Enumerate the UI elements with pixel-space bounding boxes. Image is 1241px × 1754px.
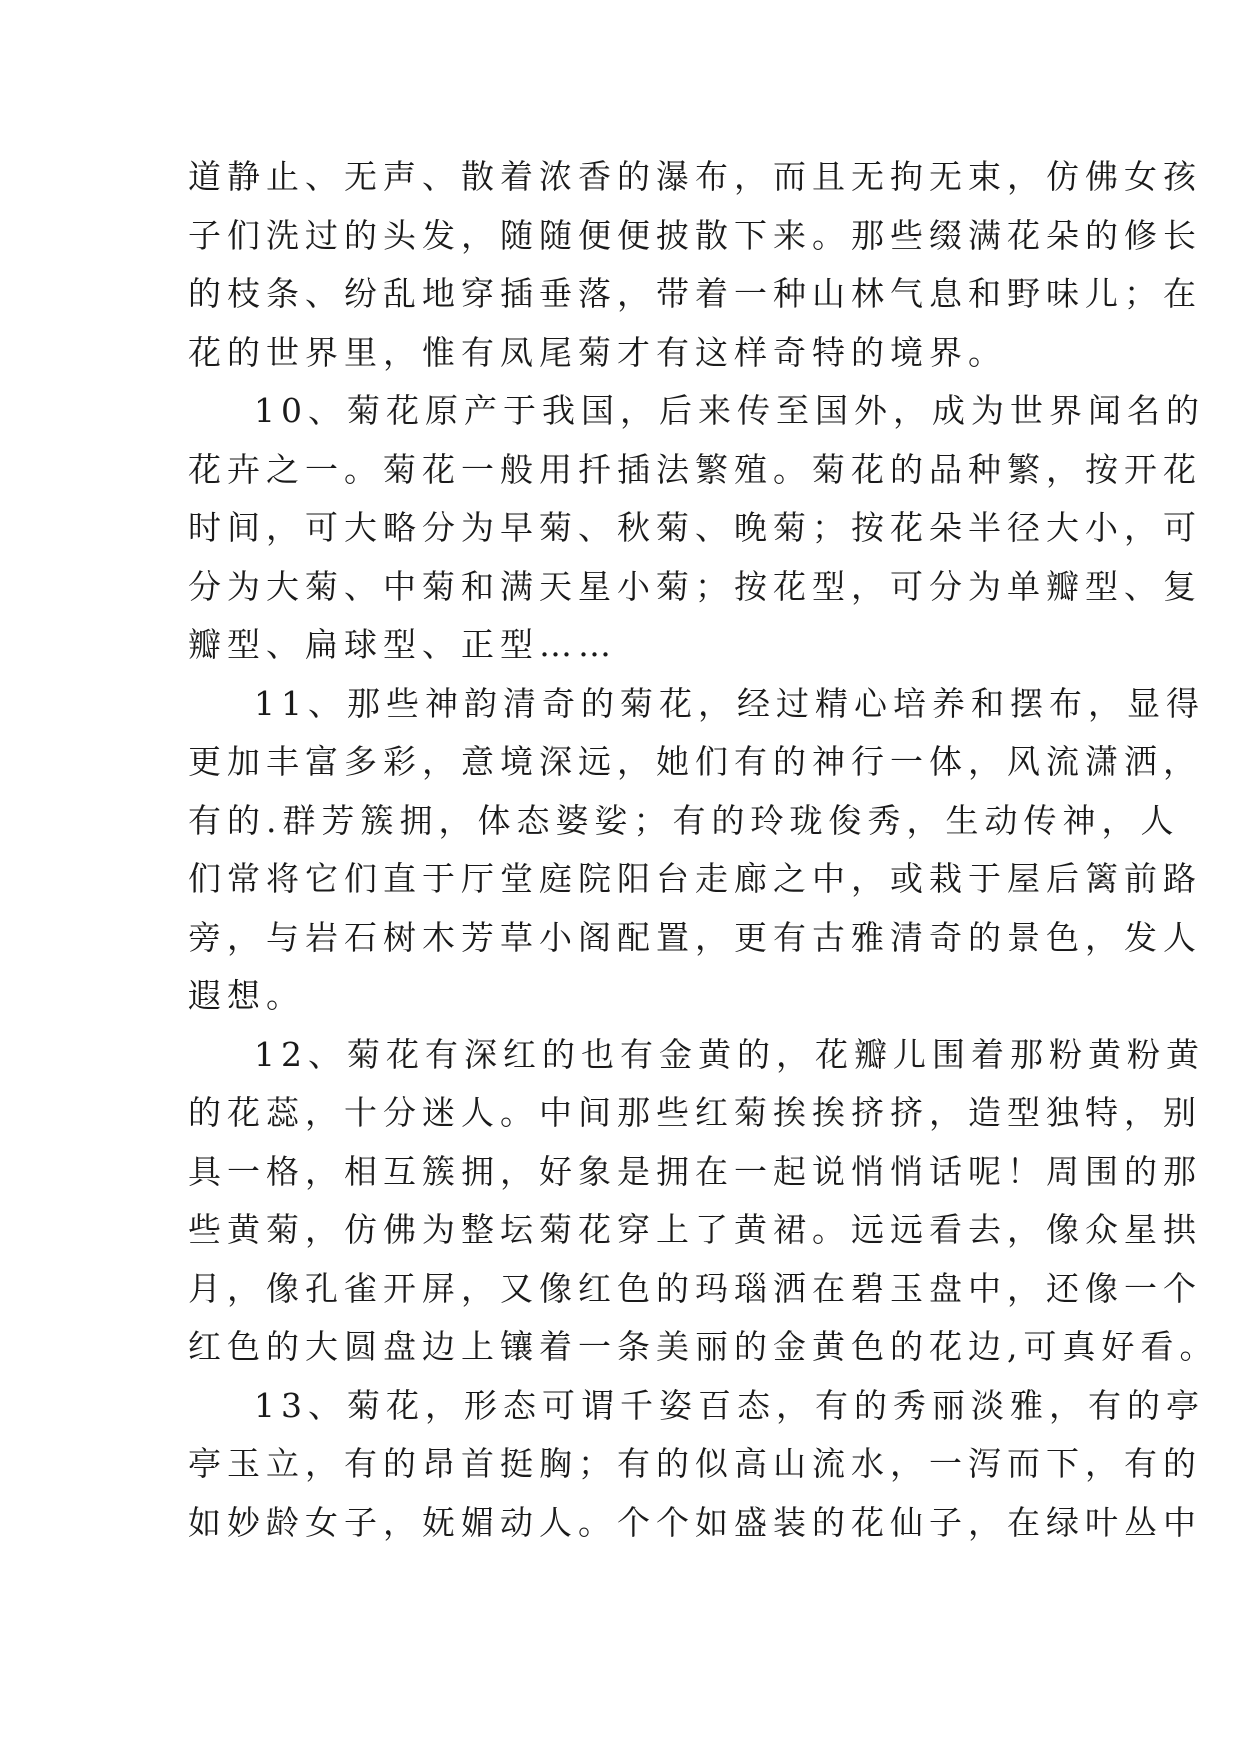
text-line: 瓣型、扁球型、正型…… — [188, 625, 617, 664]
text-line: 月，像孔雀开屏，又像红色的玛瑙洒在碧玉盘中，还像一个 — [188, 1268, 1202, 1308]
paragraph-first-line: 12、菊花有深红的也有金黄的，花瓣儿围着那粉黄粉黄 — [254, 1034, 1205, 1074]
text-line: 遐想。 — [188, 976, 305, 1015]
text-line: 亭玉立，有的昂首挺胸；有的似高山流水，一泻而下，有的 — [188, 1444, 1202, 1483]
text-line: 旁，与岩石树木芳草小阁配置，更有古雅清奇的景色，发人 — [188, 917, 1202, 957]
text-line: 的花蕊，十分迷人。中间那些红菊挨挨挤挤，造型独特，别 — [188, 1093, 1202, 1132]
text-line: 些黄菊，仿佛为整坛菊花穿上了黄裙。远远看去，像众星拱 — [188, 1210, 1202, 1249]
text-line: 有的.群芳簇拥，体态婆娑；有的玲珑俊秀，生动传神，人 — [188, 800, 1180, 840]
text-line: 花的世界里，惟有凤尾菊才有这样奇特的境界。 — [188, 332, 1007, 372]
paragraph-first-line: 11、那些神韵清奇的菊花，经过精心培养和摆布，显得 — [254, 683, 1205, 723]
text-line: 具一格，相互簇拥，好象是拥在一起说悄悄话呢！周围的那 — [188, 1151, 1202, 1191]
text-line: 花卉之一。菊花一般用扦插法繁殖。菊花的品种繁，按开花 — [188, 449, 1202, 489]
text-line: 的枝条、纷乱地穿插垂落，带着一种山林气息和野味儿；在 — [188, 274, 1202, 313]
paragraph-first-line: 10、菊花原产于我国，后来传至国外，成为世界闻名的 — [254, 391, 1205, 430]
text-line: 红色的大圆盘边上镶着一条美丽的金黄色的花边,可真好看。 — [188, 1327, 1219, 1366]
text-line: 们常将它们直于厅堂庭院阳台走廊之中，或栽于屋后篱前路 — [188, 859, 1202, 898]
text-line: 道静止、无声、散着浓香的瀑布，而且无拘无束，仿佛女孩 — [188, 157, 1202, 196]
paragraph-first-line: 13、菊花，形态可谓千姿百态，有的秀丽淡雅，有的亭 — [254, 1385, 1205, 1425]
text-line: 分为大菊、中菊和满天星小菊；按花型，可分为单瓣型、复 — [188, 566, 1202, 606]
document-body — [188, 148, 1219, 1552]
text-line: 子们洗过的头发，随随便便披散下来。那些缀满花朵的修长 — [188, 215, 1202, 255]
text-line: 如妙龄女子，妩媚动人。个个如盛装的花仙子，在绿叶丛中 — [188, 1502, 1202, 1542]
text-line: 时间，可大略分为早菊、秋菊、晚菊；按花朵半径大小，可 — [188, 508, 1202, 547]
text-line: 更加丰富多彩，意境深远，她们有的神行一体，风流潇洒， — [188, 742, 1202, 781]
